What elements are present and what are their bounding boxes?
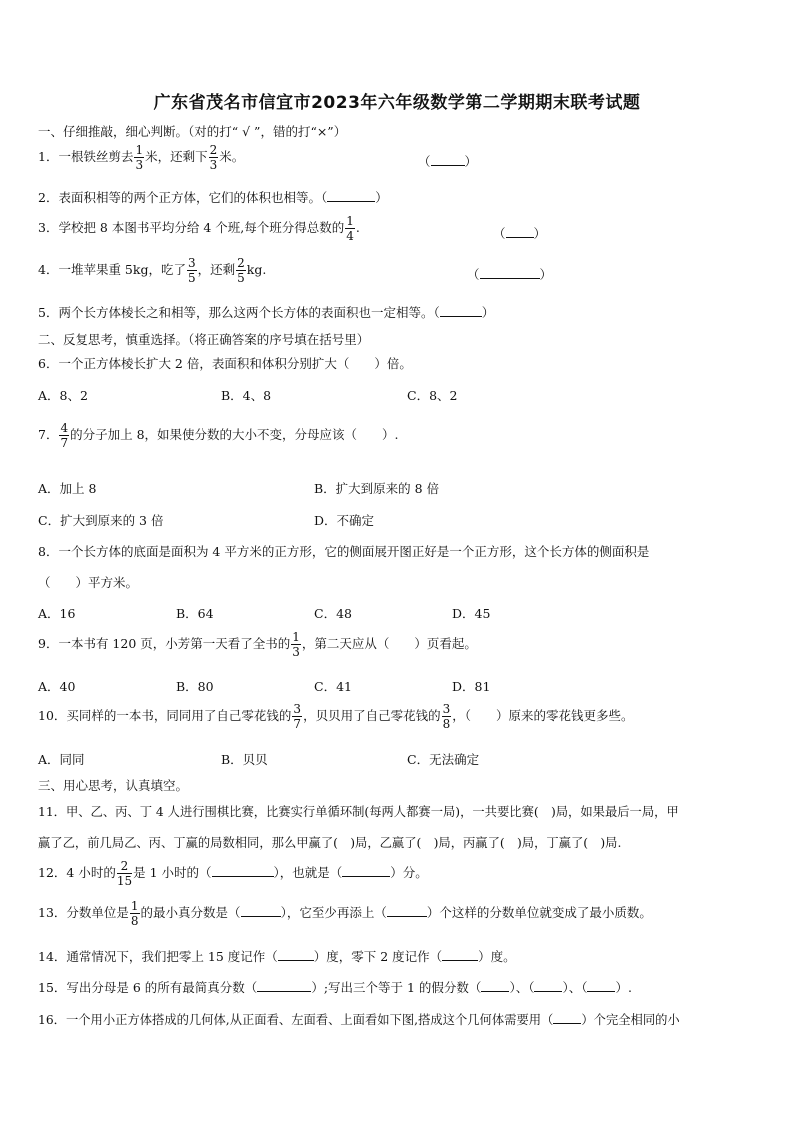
question-11-cont: 赢了乙，前几局乙、丙、丁赢的局数相同，那么甲赢了( )局，乙赢了( )局，丙赢了( )局，丁赢了( )局. — [38, 836, 622, 850]
option-b[interactable]: B．80 — [176, 679, 214, 694]
fraction: $\frac{1}{8}$ — [130, 899, 139, 928]
fraction: $\frac{4}{7}$ — [60, 421, 69, 450]
option-b[interactable]: B．贝贝 — [221, 752, 268, 767]
fraction: $\frac{2}{15}$ — [116, 859, 133, 888]
option-d[interactable]: D．81 — [452, 679, 491, 694]
answer-blank-3[interactable]: （ ） — [493, 226, 547, 241]
option-a[interactable]: A．加上 8 — [38, 481, 97, 496]
question-15: 15．写出分母是 6 的所有最简真分数（ ）;写出三个等于 1 的假分数（ ）、（ ）、（ ）. — [38, 980, 632, 995]
fraction: $\frac{1}{3}$ — [292, 630, 300, 659]
fraction: $\frac{3}{8}$ — [442, 702, 451, 731]
option-a[interactable]: A．8、2 — [38, 388, 88, 403]
question-5: 5．两个长方体棱长之和相等，那么这两个长方体的表面积也一定相等。（ ） — [38, 305, 495, 320]
question-4: 4．一堆苹果重 5kg，吃了 $\frac{3}{5}$ ，还剩 $\frac{2}{5}$ kg. — [38, 256, 267, 285]
answer-blank[interactable] — [212, 864, 274, 877]
question-3: 3．学校把 8 本图书平均分给 4 个班,每个班分得总数的 $\frac{1}{4}$ . — [38, 214, 360, 243]
section-heading-3: 三、用心思考，认真填空。 — [38, 778, 189, 793]
fraction: $\frac{1}{3}$ — [135, 143, 144, 172]
question-7: 7． $\frac{4}{7}$ 的分子加上 8，如果使分数的大小不变，分母应该（ ）. — [38, 421, 399, 450]
answer-blank[interactable] — [553, 1011, 581, 1024]
option-b[interactable]: B．64 — [176, 606, 214, 621]
section-heading-2: 二、反复思考，慎重选择。（将正确答案的序号填在括号里） — [38, 332, 370, 347]
section-heading-1: 一、仔细推敲，细心判断。（对的打“ √ ”，错的打“×”） — [38, 124, 347, 139]
option-c[interactable]: C．无法确定 — [407, 752, 480, 767]
option-c[interactable]: C．41 — [314, 679, 352, 694]
option-b[interactable]: B．4、8 — [221, 388, 272, 403]
question-11: 11．甲、乙、丙、丁 4 人进行围棋比赛，比赛实行单循环制(每两人都赛一局)，一共要比赛( )局，如果最后一局，甲 — [38, 805, 679, 819]
answer-blank-1[interactable]: （ ） — [418, 154, 478, 169]
question-14: 14．通常情况下，我们把零上 15 度记作（ ）度，零下 2 度记作（ ）度。 — [38, 949, 516, 964]
question-8: 8．一个长方体的底面是面积为 4 平方米的正方形，它的侧面展开图正好是一个正方形，这个长方体的侧面积是 — [38, 544, 650, 559]
answer-blank-5[interactable] — [440, 304, 482, 317]
fraction: $\frac{2}{5}$ — [237, 256, 245, 285]
option-a[interactable]: A．同同 — [38, 752, 85, 767]
question-10: 10．买同样的一本书，同同用了自己零花钱的 $\frac{3}{7}$ ，贝贝用了自己零花钱的 $\frac{3}{8}$ ，（ ）原来的零花钱更多些。 — [38, 702, 634, 731]
option-d[interactable]: D．不确定 — [314, 513, 375, 528]
fraction: $\frac{2}{3}$ — [209, 143, 218, 172]
answer-blank[interactable] — [481, 979, 509, 992]
fraction: $\frac{3}{5}$ — [187, 256, 196, 285]
fraction: $\frac{3}{7}$ — [293, 702, 302, 731]
answer-blank-2[interactable] — [327, 189, 375, 202]
answer-blank[interactable] — [534, 979, 562, 992]
option-c[interactable]: C．8、2 — [407, 388, 458, 403]
option-d[interactable]: D．45 — [452, 606, 491, 621]
answer-blank[interactable] — [587, 979, 615, 992]
answer-blank[interactable] — [387, 904, 427, 917]
answer-blank[interactable] — [241, 904, 281, 917]
answer-blank[interactable] — [278, 948, 314, 961]
question-6: 6．一个正方体棱长扩大 2 倍，表面积和体积分别扩大（ ）倍。 — [38, 356, 412, 371]
fraction: $\frac{1}{4}$ — [346, 214, 354, 243]
question-2: 2．表面积相等的两个正方体，它们的体积也相等。（ ） — [38, 190, 388, 205]
option-a[interactable]: A．16 — [38, 606, 76, 621]
page-title: 广东省茂名市信宜市2023年六年级数学第二学期期末联考试题 — [153, 93, 641, 113]
question-13: 13．分数单位是 $\frac{1}{8}$ 的最小真分数是（ ），它至少再添上（ ）个这样的分数单位就变成了最小质数。 — [38, 899, 652, 928]
option-c[interactable]: C．48 — [314, 606, 352, 621]
answer-blank[interactable] — [257, 979, 311, 992]
question-16: 16．一个用小正方体搭成的几何体,从正面看、左面看、上面看如下图,搭成这个几何体需要用（ ）个完全相同的小 — [38, 1013, 680, 1027]
option-a[interactable]: A．40 — [38, 679, 76, 694]
answer-blank[interactable] — [442, 948, 478, 961]
question-1: 1．一根铁丝剪去 $\frac{1}{3}$ 米，还剩下 $\frac{2}{3}$ 米。 — [38, 143, 245, 172]
option-c[interactable]: C．扩大到原来的 3 倍 — [38, 513, 164, 528]
option-b[interactable]: B．扩大到原来的 8 倍 — [314, 481, 440, 496]
question-8-cont: （ ）平方米。 — [38, 575, 139, 590]
question-12: 12．4 小时的 $\frac{2}{15}$ 是 1 小时的（ ），也就是（ ）分。 — [38, 859, 428, 888]
question-9: 9．一本书有 120 页，小芳第一天看了全书的 $\frac{1}{3}$ ，第二天应从（ ）页看起。 — [38, 630, 477, 659]
answer-blank-4[interactable]: （ ） — [467, 267, 553, 282]
answer-blank[interactable] — [342, 864, 390, 877]
